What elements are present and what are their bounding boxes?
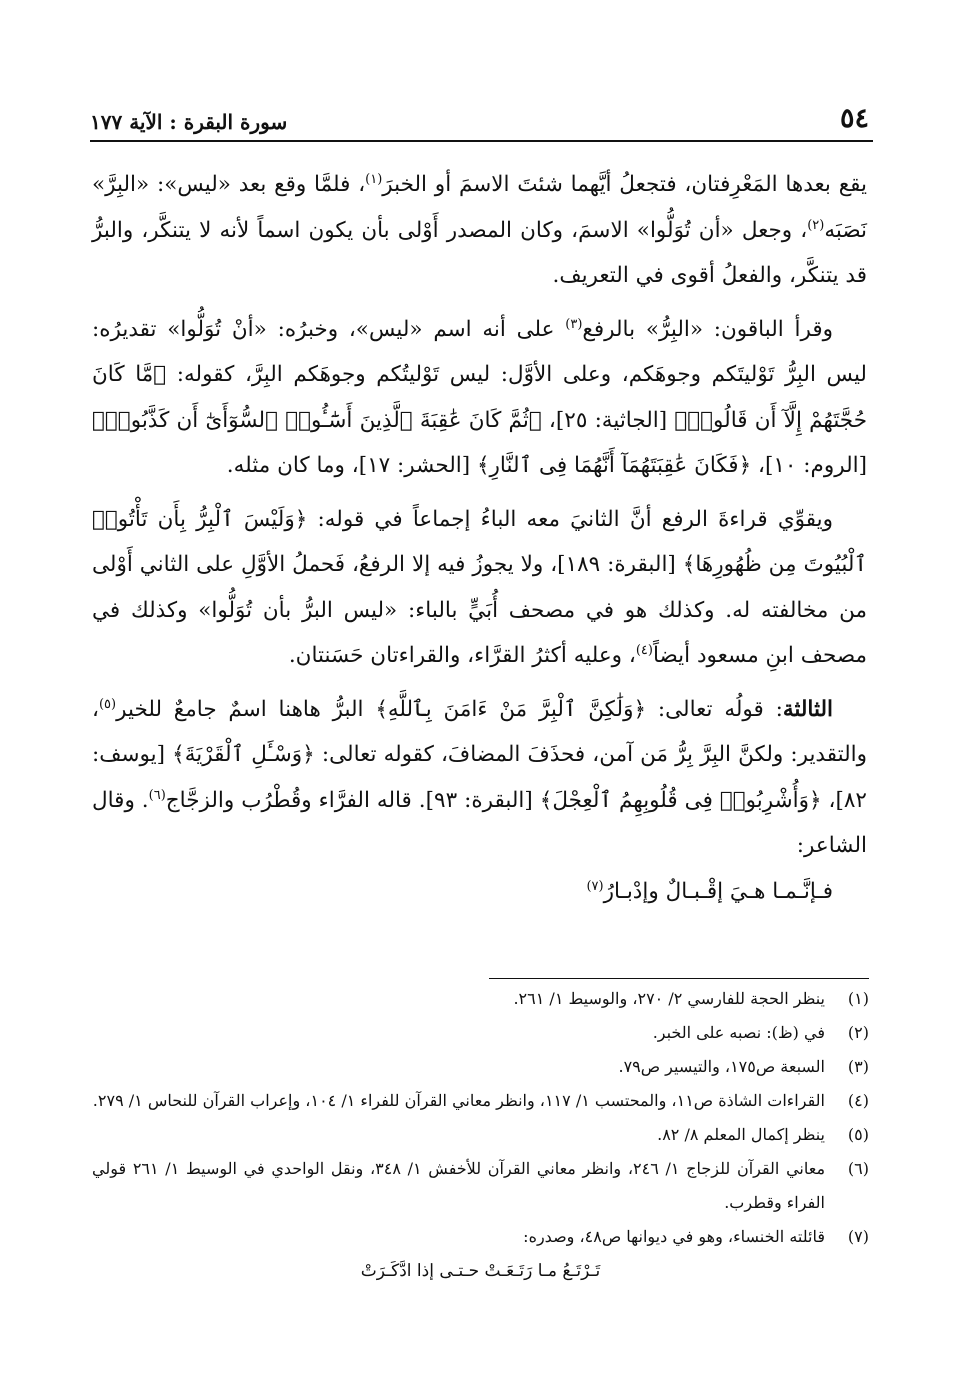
text-run: [يوسف: ٨٢]، xyxy=(92,742,867,813)
text-run: [البقرة: ٩٣]. قاله الفرَّاء وقُطْرُب والزجَّاج xyxy=(165,787,540,813)
header-divider xyxy=(90,140,873,142)
footnote-verse: تَـرْتَـعُ مـا رَتَـعَـتْ حـتـى إذا ادَّكَـرَتْ xyxy=(360,1261,601,1281)
footnote-text: ينظر الحجة للفارسي ٢/ ٢٧٠، والوسيط ١/ ٢٦١. xyxy=(513,989,825,1008)
running-head xyxy=(90,92,869,132)
paragraph-4 xyxy=(92,687,867,869)
text-run: [الروم: ١٠]، xyxy=(751,453,867,478)
text-run: يقع بعدها المَعْرِفتان، فتجعلُ أيَّهما شئتَ الاسمَ أو الخبرَ xyxy=(382,172,867,197)
footnote-ref-1[interactable]: (١) xyxy=(365,171,383,187)
footnote-text: في (ظ): نصبه على الخبر. xyxy=(652,1023,825,1042)
footnote-number: (٧) xyxy=(847,1227,869,1246)
paragraph-2 xyxy=(92,307,867,489)
footnote-ref-4[interactable]: (٤) xyxy=(635,642,653,658)
footnote-divider xyxy=(489,978,869,979)
text-run: البرُّ هاهنا اسمٌ جامعٌ للخير xyxy=(116,696,376,722)
running-title: سورة البقرة : الآية ١٧٧ xyxy=(90,110,288,134)
verse-text: فـإنَّـمـا هـيَ إقْـبـالٌ وإدْبـارُ xyxy=(603,878,833,904)
quran-quote: ﴿وَأُشْرِبُوا۟ فِى قُلُوبِهِمُ ٱلْعِجْلَ﴾ xyxy=(539,787,822,813)
quran-quote: ﴿وَسْـَٔلِ ٱلْقَرْيَةَ﴾ xyxy=(172,742,315,767)
text-run: ويقوِّي قراءةَ الرفع أنَّ الثانيَ معه الباءُ إجماعاً في قوله: xyxy=(307,506,833,532)
footnote-item xyxy=(92,1152,869,1220)
footnote-ref-3[interactable]: (٣) xyxy=(565,316,583,332)
footnote-item xyxy=(92,982,869,1016)
paragraph-1 xyxy=(92,162,867,299)
text-run: : قولُه تعالى: xyxy=(646,696,783,722)
footnote-ref-2[interactable]: (٢) xyxy=(807,217,825,233)
text-run: ، وعليه أكثرُ القرَّاء، والقراءتان حَسَنتان. xyxy=(288,643,636,668)
quran-quote: ﴿فَكَانَ عَٰقِبَتَهُمَآ أَنَّهُمَا فِى ٱلنَّارِ﴾ xyxy=(476,453,752,478)
footnote-number: (١) xyxy=(847,989,869,1008)
footnotes xyxy=(92,982,869,1288)
text-run: [البقرة: ١٨٩]، ولا يجوزُ فيه إلا الرفعُ، فَحملُ الأوَّلِ على الثاني أَوْلى من مخالفته له. وكذلك هو في مصحف أُبَيٍّ بالباء: «ليس البرُّ بأن تُوَلُّوا» وكذلك في مصحف ابنِ مسعود أيضاً xyxy=(92,552,867,668)
text-run: ، وجعل «أن تُوَلُّوا» الاسمَ، وكان المصدر أَوْلى بأن يكون اسماً لأنه لا يتنكَّر، والبرُّ قد يتنكَّر، والفعلُ أقوى في التعريف. xyxy=(92,217,867,288)
quran-quote: ﴿ثُمَّ كَانَ عَٰقِبَةَ ٱلَّذِينَ أَسَٰٓـُٔوا۟ ٱلسُّوٓأَىٰٓ أَن كَذَّبُوا۟﴾ xyxy=(92,407,542,433)
footnote-item xyxy=(92,1084,869,1118)
main-text xyxy=(92,162,867,914)
text-run: على أنه اسم «ليس»، وخبرُه: «أنْ تُوَلُّوا» تقديرُه: ليس البِرُّ تَوْليتَكم وجوهَكم، وعلى الأوَّل: ليس تَوْليتُكم وجوهَكم البِرَّ، كقوله: xyxy=(92,316,867,387)
footnote-number: (٦) xyxy=(847,1159,869,1178)
section-lead: الثالثة xyxy=(782,696,833,722)
footnote-item xyxy=(92,1118,869,1152)
text-run: [الجاثية: ٢٥]، xyxy=(541,407,675,433)
text-run: [الحشر: ١٧]، وما كان مثله. xyxy=(226,453,477,478)
footnote-text: القراءات الشاذة ص١١، والمحتسب ١/ ١١٧، وانظر معاني القرآن للفراء ١/ ١٠٤، وإعراب القرآن للنحاس ١/ ٢٧٩. xyxy=(92,1091,825,1110)
footnote-text: ينظر إكمال المعلم ٨/ ٨٢. xyxy=(657,1125,825,1144)
footnote-text: معاني القرآن للزجاج ١/ ٢٤٦، وانظر معاني القرآن للأخفش ١/ ٣٤٨، ونقل الواحدي في الوسيط ١/ ٢٦١ قولي الفراء وقطرب. xyxy=(92,1159,826,1212)
footnote-item xyxy=(92,1220,869,1254)
quran-quote: ﴿مَّا كَانَ حُجَّتَهُمْ إِلَّآ أَن قَالُوا۟﴾ xyxy=(92,362,867,433)
text-run: ، والتقدير: ولكنَّ البِرَّ بِرُّ مَن آمن، فحذَفَ المضافَ، كقوله تعالى: xyxy=(92,696,867,767)
footnote-item xyxy=(92,1016,869,1050)
text-run: ، فلمَّا وقع بعد «ليس»: «البِرَّ» نَصَبَه xyxy=(92,172,867,243)
footnote-text: قائلته الخنساء، وهو في ديوانها ص٤٨، وصدره: xyxy=(523,1227,825,1246)
poetry-verse xyxy=(92,869,867,915)
quran-quote: ﴿وَلَيْسَ ٱلْبِرُّ بِأَن تَأْتُوا۟ ٱلْبُيُوتَ مِن ظُهُورِهَا﴾ xyxy=(92,506,867,577)
footnote-number: (٤) xyxy=(847,1091,869,1110)
footnote-ref-6[interactable]: (٦) xyxy=(148,787,166,803)
quran-quote: ﴿وَلَٰكِنَّ ٱلْبِرَّ مَنْ ءَامَنَ بِٱللَّهِ﴾ xyxy=(375,696,647,722)
footnote-ref-5[interactable]: (٥) xyxy=(98,696,117,712)
paragraph-3 xyxy=(92,497,867,679)
text-run: . وقال الشاعر: xyxy=(92,787,867,858)
footnote-text: السبعة ص١٧٥، والتيسير ص٧٩. xyxy=(618,1057,825,1076)
footnote-item xyxy=(92,1050,869,1084)
page-number: ٥٤ xyxy=(839,103,869,134)
text-run: وقرأ الباقون: «البِرُّ» بالرفع xyxy=(582,316,833,342)
footnote-number: (٣) xyxy=(847,1057,869,1076)
footnote-number: (٥) xyxy=(847,1125,869,1144)
footnote-ref-7[interactable]: (٧) xyxy=(586,878,604,894)
footnote-number: (٢) xyxy=(847,1023,869,1042)
